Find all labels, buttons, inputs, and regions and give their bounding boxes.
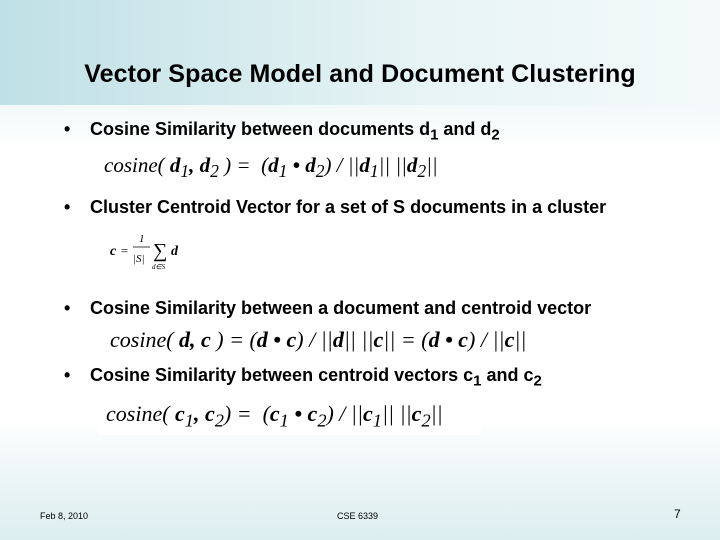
svg-text:d∈S: d∈S — [152, 263, 166, 271]
svg-text:1: 1 — [139, 233, 145, 245]
bullet-text-mid: and d — [438, 119, 492, 139]
bullet-marker: • — [64, 119, 71, 139]
bullet-text: Cosine Similarity between a document and centroid vector — [90, 298, 592, 318]
footer-date: Feb 8, 2010 — [40, 511, 89, 521]
subscript: 2 — [491, 126, 500, 144]
svg-text:=: = — [120, 243, 129, 258]
bullet-text: Cluster Centroid Vector for a set of S documents in a cluster — [90, 197, 607, 217]
formula-doc-centroid-cosine: cosine( d, c ) = (d • c) / ||d|| ||c|| = (d • c) / ||c|| — [98, 322, 548, 358]
centroid-equation — [104, 225, 194, 278]
page-number: 7 — [674, 507, 681, 521]
title-band — [0, 0, 720, 105]
svg-text:c: c — [110, 244, 117, 259]
subscript: 1 — [473, 372, 482, 390]
footer-course: CSE 6339 — [337, 511, 379, 521]
subscript: 1 — [430, 126, 439, 144]
svg-text:∑: ∑ — [153, 240, 168, 262]
bullet-marker: • — [64, 365, 71, 385]
bullet-text: Cosine Similarity between documents d — [90, 119, 431, 139]
formula-doc-doc-cosine: cosine( $d_1$, $d_2$ ) = ($d_1$ • $d_2) / ||d_1||$ $||d_2||$ — [102, 148, 424, 186]
bullet-centroid — [64, 197, 606, 218]
bullet-text: Cosine Similarity between centroid vectors c — [90, 365, 474, 385]
subscript: 2 — [533, 372, 542, 390]
formula-centroid-centroid-cosine: cosine( $c_1$, $c_2) = (c_1$ • $c_2) / ||c_1||$ $||c_2||$ — [98, 399, 481, 435]
bullet-text-mid: and c — [481, 365, 534, 385]
bullet-centroid-centroid — [64, 365, 542, 390]
slide-title: Vector Space Model and Document Clustering — [84, 60, 636, 88]
svg-text:|S|: |S| — [133, 253, 145, 265]
bullet-marker: • — [64, 197, 71, 217]
formula-centroid — [104, 225, 194, 278]
svg-text:d: d — [171, 244, 178, 259]
bullet-doc-similarity — [64, 119, 500, 144]
bullet-marker: • — [64, 298, 71, 318]
bullet-doc-centroid — [64, 298, 591, 319]
